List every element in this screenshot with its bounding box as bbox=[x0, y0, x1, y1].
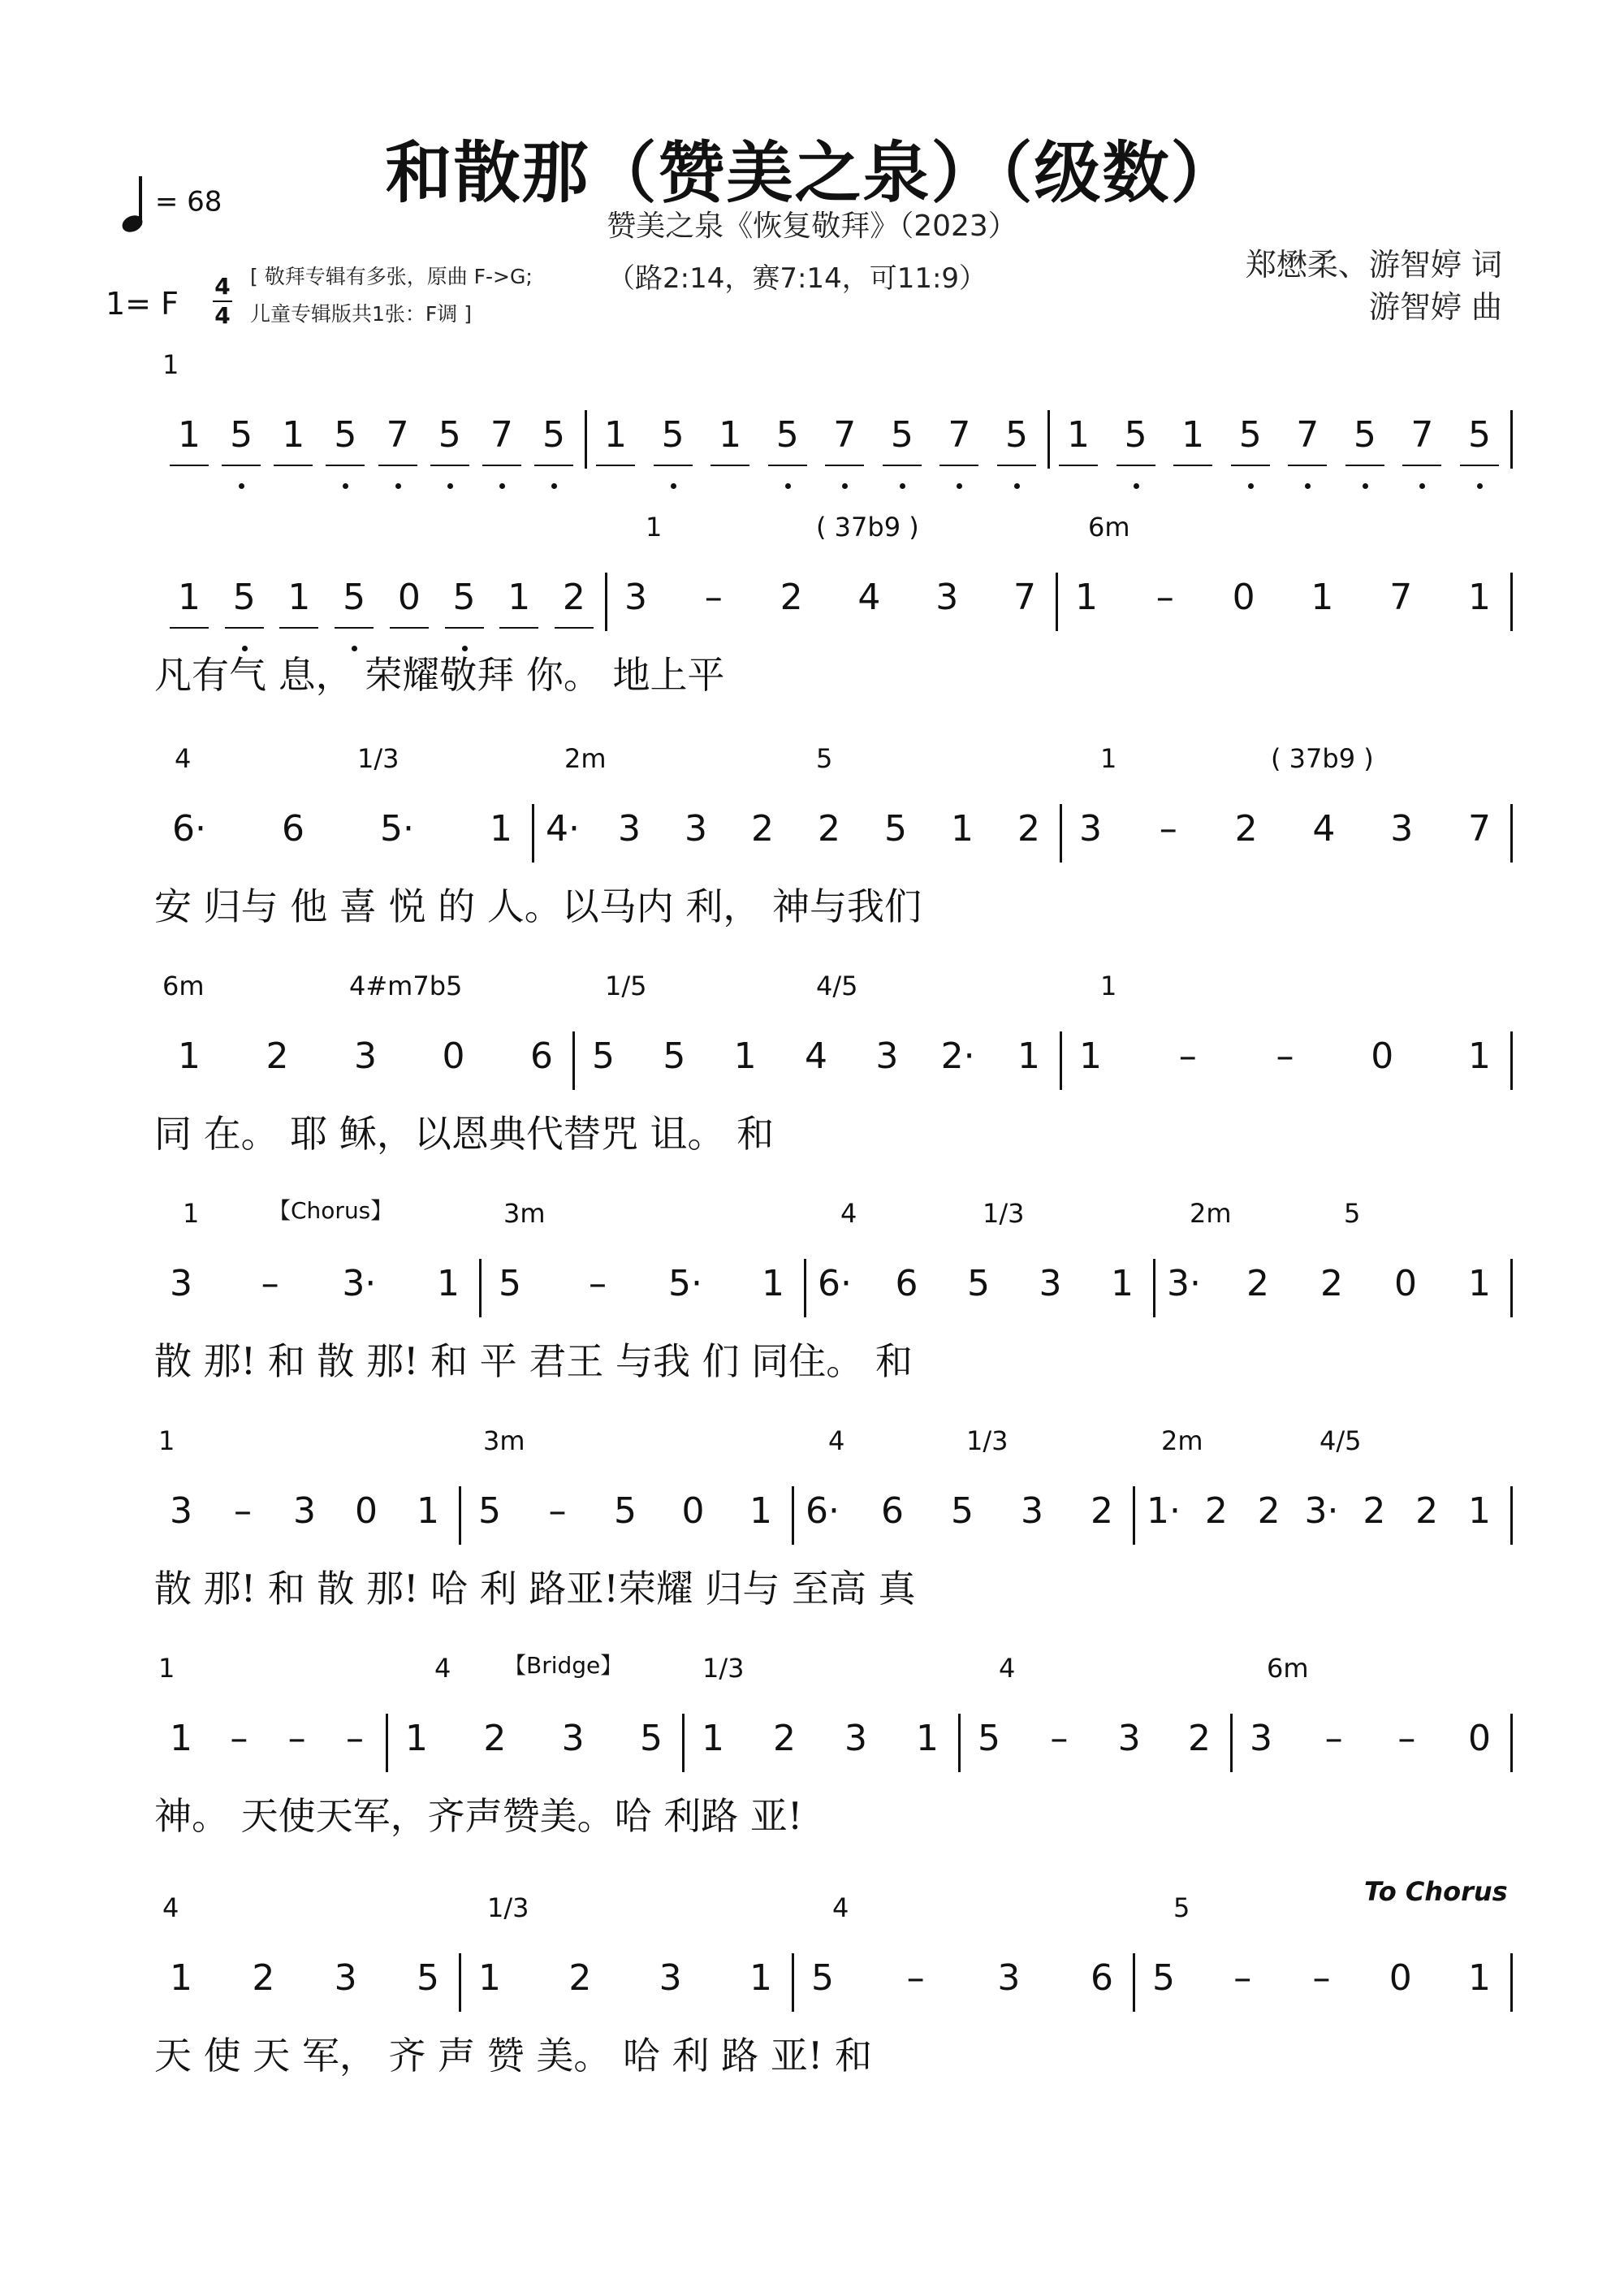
note-number: 5 bbox=[767, 414, 809, 479]
barline bbox=[1510, 1953, 1513, 2012]
lyricist-credit: 郑懋柔、游智婷 词 bbox=[1245, 247, 1502, 283]
measure bbox=[160, 1957, 449, 2022]
barline bbox=[1133, 1486, 1135, 1545]
note-number: 7 bbox=[1389, 577, 1413, 618]
note-number: 1 bbox=[478, 1957, 501, 1999]
sustain-dash: – bbox=[1178, 1036, 1197, 1077]
note-number: 1 bbox=[1468, 1036, 1491, 1077]
measure bbox=[168, 577, 595, 642]
sustain-dash: – bbox=[1312, 1957, 1331, 1999]
note-number: 1 bbox=[1468, 1263, 1491, 1304]
barline bbox=[1230, 1714, 1233, 1772]
chord-label: 4 bbox=[162, 1892, 179, 1923]
barline bbox=[459, 1953, 461, 2012]
measure bbox=[168, 808, 522, 873]
note-number: 4 bbox=[804, 1036, 827, 1077]
note-number: 7 bbox=[1401, 414, 1443, 479]
note-number: 3 bbox=[618, 808, 641, 850]
note-number: 3 bbox=[1250, 1718, 1272, 1759]
music-system bbox=[0, 1653, 1624, 1864]
note-number: 5 bbox=[652, 414, 694, 479]
measure bbox=[469, 1490, 782, 1555]
lyrics-line: 凡有气 息， 荣耀敬拜 你。 地上平 bbox=[154, 653, 725, 697]
note-number: 0 bbox=[1232, 577, 1255, 618]
note-number: 1 bbox=[1017, 1036, 1040, 1077]
note-number: 0 bbox=[681, 1490, 705, 1532]
note-number: 5 bbox=[223, 577, 266, 642]
note-number: 2 bbox=[818, 808, 840, 850]
measure bbox=[168, 1036, 563, 1100]
note-number: 2 bbox=[1091, 1490, 1113, 1532]
note-number: 6 bbox=[282, 808, 304, 850]
note-number: 5 bbox=[1152, 1957, 1175, 1999]
note-number: 5 bbox=[592, 1036, 615, 1077]
chord-label: 4#m7b5 bbox=[349, 971, 463, 1001]
note-number: 7 bbox=[1467, 808, 1491, 850]
note-number: 2 bbox=[773, 1718, 796, 1759]
barline bbox=[1153, 1259, 1155, 1317]
measure bbox=[801, 1490, 1123, 1555]
chord-label: 4 bbox=[434, 1653, 451, 1684]
note-number: 1 bbox=[417, 1490, 439, 1532]
note-number: 5 bbox=[1344, 414, 1386, 479]
note-number: 5 bbox=[884, 808, 907, 850]
note-number: 1 bbox=[1079, 1036, 1102, 1077]
lyrics-line: 散 那! 和 散 那! 哈 利 路亚!荣耀 归与 至高 真 bbox=[154, 1567, 916, 1611]
note-number: 0 bbox=[442, 1036, 465, 1077]
measure bbox=[582, 1036, 1050, 1100]
chord-label: 3m bbox=[503, 1198, 546, 1229]
note-number: 1 bbox=[749, 1957, 772, 1999]
note-number: 5 bbox=[1458, 414, 1501, 479]
note-number: 1 bbox=[1172, 414, 1214, 479]
album-note-line-2: 儿童专辑版共1张：F调 ] bbox=[250, 302, 472, 326]
note-number: 2 bbox=[1234, 808, 1258, 850]
chord-label: 6m bbox=[1088, 512, 1130, 543]
sustain-dash: – bbox=[1159, 808, 1177, 850]
sustain-dash: – bbox=[906, 1957, 925, 1999]
chord-label: 6m bbox=[162, 971, 205, 1001]
note-number: 1 bbox=[278, 577, 320, 642]
note-number: 3 bbox=[1117, 1718, 1141, 1759]
music-system bbox=[0, 1198, 1624, 1409]
note-number: 0 bbox=[1389, 1957, 1412, 1999]
scripture-reference: （路2:14，赛7:14，可11:9） bbox=[607, 262, 987, 295]
note-number: 6 bbox=[895, 1263, 918, 1304]
chord-label: ( 37b9 ) bbox=[816, 512, 919, 543]
note-number: 6 bbox=[530, 1036, 553, 1077]
note-number: 3 bbox=[1079, 808, 1102, 850]
measure bbox=[160, 1718, 376, 1783]
barline bbox=[585, 410, 587, 469]
sustain-dash: – bbox=[704, 577, 723, 618]
note-number: 7 bbox=[823, 414, 866, 479]
note-number: 3 bbox=[875, 1036, 899, 1077]
note-number: 3· bbox=[1167, 1263, 1201, 1304]
chord-label: 5 bbox=[1173, 1892, 1190, 1923]
note-number: 2 bbox=[1363, 1490, 1386, 1532]
note-number: 2 bbox=[1204, 1490, 1228, 1532]
chord-label: 1 bbox=[183, 1198, 200, 1229]
sustain-dash: – bbox=[1276, 1036, 1294, 1077]
note-number: 5 bbox=[324, 414, 366, 479]
note-number: 1 bbox=[170, 1957, 192, 1999]
note-number: 5 bbox=[951, 1490, 974, 1532]
note-number: 2 bbox=[1187, 1718, 1211, 1759]
chord-label: 1 bbox=[162, 349, 179, 380]
measure bbox=[469, 1957, 782, 2022]
note-number: 5 bbox=[996, 414, 1038, 479]
note-number: 3 bbox=[561, 1718, 585, 1759]
note-number: 5 bbox=[663, 1036, 686, 1077]
note-number: 1 bbox=[1111, 1263, 1134, 1304]
note-number: 1 bbox=[709, 414, 751, 479]
sustain-dash: – bbox=[589, 1263, 607, 1304]
measure bbox=[395, 1718, 672, 1783]
measure bbox=[542, 808, 1050, 873]
measure bbox=[1065, 577, 1501, 642]
note-number: 1 bbox=[168, 577, 210, 642]
credits bbox=[1246, 244, 1502, 328]
note-number: 1 bbox=[951, 808, 974, 850]
note-number: 1 bbox=[749, 1490, 772, 1532]
note-number: 3· bbox=[342, 1263, 377, 1304]
barline bbox=[386, 1714, 388, 1772]
note-number: 6· bbox=[818, 1263, 852, 1304]
sustain-dash: – bbox=[287, 1718, 306, 1759]
time-signature-bottom: 4 bbox=[214, 302, 231, 329]
music-system bbox=[0, 971, 1624, 1182]
composer-credit: 游智婷 曲 bbox=[1368, 289, 1502, 325]
note-number: 5 bbox=[811, 1957, 834, 1999]
music-system bbox=[0, 1425, 1624, 1637]
chord-label: 4 bbox=[840, 1198, 857, 1229]
measure bbox=[1057, 414, 1501, 479]
chord-label: 5 bbox=[816, 743, 833, 774]
note-number: 1 bbox=[405, 1718, 428, 1759]
note-number: 3 bbox=[624, 577, 647, 618]
measure bbox=[160, 1263, 469, 1328]
note-number: 4 bbox=[1312, 808, 1336, 850]
chord-label: 1 bbox=[158, 1653, 175, 1684]
barline bbox=[1060, 804, 1062, 863]
barline bbox=[532, 804, 534, 863]
note-number: 5· bbox=[668, 1263, 702, 1304]
measure bbox=[1069, 1036, 1501, 1100]
barline bbox=[682, 1714, 685, 1772]
note-number: 1 bbox=[272, 414, 314, 479]
lyrics-line: 安 归与 他 喜 悦 的 人。以马内 利， 神与我们 bbox=[154, 884, 922, 928]
chord-label: 4 bbox=[832, 1892, 849, 1923]
chord-label: 4 bbox=[175, 743, 192, 774]
note-number: 5 bbox=[967, 1263, 990, 1304]
note-number: 1 bbox=[498, 577, 540, 642]
note-number: 2 bbox=[266, 1036, 289, 1077]
note-number: 3 bbox=[997, 1957, 1021, 1999]
note-number: 1 bbox=[1468, 1957, 1491, 1999]
note-number: 1 bbox=[762, 1263, 784, 1304]
sustain-dash: – bbox=[1155, 577, 1174, 618]
note-number: 6· bbox=[172, 808, 206, 850]
note-number: 2 bbox=[1246, 1263, 1269, 1304]
sustain-dash: – bbox=[234, 1490, 252, 1532]
music-system bbox=[0, 1876, 1624, 2104]
note-number: 3 bbox=[170, 1490, 192, 1532]
chord-label: 5 bbox=[1344, 1198, 1361, 1229]
measure bbox=[1240, 1718, 1501, 1783]
note-number: 2 bbox=[1415, 1490, 1439, 1532]
measure bbox=[489, 1263, 794, 1328]
note-number: 1 bbox=[1057, 414, 1099, 479]
note-number: 1 bbox=[916, 1718, 939, 1759]
time-signature-top: 4 bbox=[214, 273, 231, 300]
chord-label: 4 bbox=[999, 1653, 1016, 1684]
note-number: 5 bbox=[881, 414, 923, 479]
note-number: 7 bbox=[1013, 577, 1036, 618]
note-number: 3 bbox=[170, 1263, 192, 1304]
note-number: 2 bbox=[553, 577, 595, 642]
note-number: 2 bbox=[1017, 808, 1040, 850]
note-number: 7 bbox=[481, 414, 523, 479]
measure bbox=[160, 1490, 449, 1555]
note-number: 2 bbox=[780, 577, 803, 618]
note-number: 5 bbox=[1115, 414, 1157, 479]
barline bbox=[605, 573, 607, 631]
chord-label: 2m bbox=[1161, 1425, 1203, 1456]
note-number: 1 bbox=[702, 1718, 724, 1759]
section-label: 【Chorus】 bbox=[268, 1197, 394, 1224]
note-number: 5 bbox=[639, 1718, 663, 1759]
note-number: 4· bbox=[546, 808, 580, 850]
measure bbox=[801, 1957, 1123, 2022]
tempo-marking bbox=[122, 175, 222, 231]
note-number: 3 bbox=[1039, 1263, 1062, 1304]
note-number: 0 bbox=[388, 577, 430, 642]
note-number: 1 bbox=[170, 1718, 192, 1759]
chord-label: 1/3 bbox=[357, 743, 400, 774]
album-note bbox=[250, 258, 533, 333]
note-number: 5· bbox=[380, 808, 414, 850]
note-number: 5 bbox=[333, 577, 375, 642]
note-number: 1 bbox=[1075, 577, 1098, 618]
chord-label: 4/5 bbox=[816, 971, 858, 1001]
tempo-value: = 68 bbox=[154, 185, 222, 218]
note-number: 0 bbox=[1394, 1263, 1417, 1304]
chord-label: ( 37b9 ) bbox=[1271, 743, 1374, 774]
measure bbox=[968, 1718, 1220, 1783]
note-number: 6 bbox=[881, 1490, 904, 1532]
chord-label: 1/3 bbox=[487, 1892, 529, 1923]
measure bbox=[1142, 1490, 1501, 1555]
chord-label: 1 bbox=[158, 1425, 175, 1456]
note-number: 1· bbox=[1147, 1490, 1181, 1532]
sustain-dash: – bbox=[230, 1718, 248, 1759]
note-number: 4 bbox=[857, 577, 881, 618]
time-signature bbox=[213, 275, 232, 328]
barline bbox=[572, 1031, 575, 1090]
barline bbox=[804, 1259, 806, 1317]
measure bbox=[168, 414, 575, 479]
note-number: 1 bbox=[490, 808, 512, 850]
barline bbox=[1510, 410, 1513, 469]
sustain-dash: – bbox=[345, 1718, 364, 1759]
note-number: 0 bbox=[355, 1490, 378, 1532]
note-number: 1 bbox=[178, 1036, 201, 1077]
chord-label: 3m bbox=[483, 1425, 525, 1456]
music-system bbox=[0, 743, 1624, 954]
barline bbox=[1510, 1714, 1513, 1772]
note-number: 1 bbox=[1467, 1490, 1491, 1532]
note-number: 2 bbox=[483, 1718, 507, 1759]
note-number: 0 bbox=[1467, 1718, 1491, 1759]
barline bbox=[958, 1714, 961, 1772]
note-number: 2 bbox=[1320, 1263, 1343, 1304]
note-number: 7 bbox=[377, 414, 419, 479]
barline bbox=[1510, 1031, 1513, 1090]
note-number: 5 bbox=[416, 1957, 439, 1999]
note-number: 5 bbox=[429, 414, 471, 479]
sustain-dash: – bbox=[548, 1490, 567, 1532]
note-number: 3 bbox=[334, 1957, 357, 1999]
measure bbox=[692, 1718, 948, 1783]
barline bbox=[479, 1259, 482, 1317]
barline bbox=[459, 1486, 461, 1545]
note-number: 1 bbox=[1467, 577, 1491, 618]
barline bbox=[1060, 1031, 1062, 1090]
note-number: 1 bbox=[733, 1036, 757, 1077]
sustain-dash: – bbox=[1324, 1718, 1343, 1759]
song-title: 和散那（赞美之泉）（级数） bbox=[385, 135, 1239, 212]
sustain-dash: – bbox=[1050, 1718, 1069, 1759]
note-number: 3 bbox=[685, 808, 707, 850]
lyrics-line: 同 在。 耶 稣，以恩典代替咒 诅。 和 bbox=[154, 1112, 775, 1156]
barline bbox=[1056, 573, 1058, 631]
note-number: 5 bbox=[478, 1490, 501, 1532]
barline bbox=[1510, 1486, 1513, 1545]
chord-label: 1 bbox=[1100, 743, 1117, 774]
chord-label: 1/3 bbox=[966, 1425, 1009, 1456]
note-number: 7 bbox=[938, 414, 980, 479]
measure bbox=[814, 1263, 1143, 1328]
measure bbox=[1069, 808, 1501, 873]
note-number: 5 bbox=[220, 414, 262, 479]
key-signature: 1= F bbox=[106, 286, 179, 322]
measure bbox=[1163, 1263, 1501, 1328]
music-system bbox=[0, 512, 1624, 723]
note-number: 1 bbox=[1311, 577, 1334, 618]
chord-label: 4/5 bbox=[1320, 1425, 1362, 1456]
measure bbox=[594, 414, 1038, 479]
note-number: 0 bbox=[1371, 1036, 1394, 1077]
song-subtitle: 赞美之泉《恢复敬拜》（2023） bbox=[607, 210, 1017, 243]
note-number: 1 bbox=[168, 414, 210, 479]
note-number: 3 bbox=[1021, 1490, 1043, 1532]
note-number: 3 bbox=[1390, 808, 1414, 850]
quarter-note-icon bbox=[122, 175, 146, 231]
note-number: 5 bbox=[614, 1490, 637, 1532]
chord-label: 1/5 bbox=[605, 971, 647, 1001]
section-label: 【Bridge】 bbox=[503, 1652, 624, 1679]
note-number: 2· bbox=[940, 1036, 975, 1077]
note-number: 2 bbox=[252, 1957, 275, 1999]
note-number: 3 bbox=[935, 577, 959, 618]
note-number: 2 bbox=[751, 808, 774, 850]
note-number: 5 bbox=[499, 1263, 521, 1304]
note-number: 2 bbox=[1257, 1490, 1281, 1532]
note-number: 3 bbox=[354, 1036, 377, 1077]
barline bbox=[1133, 1953, 1135, 2012]
chord-label: 2m bbox=[564, 743, 607, 774]
note-number: 3· bbox=[1304, 1490, 1339, 1532]
note-number: 5 bbox=[533, 414, 575, 479]
sustain-dash: – bbox=[261, 1263, 279, 1304]
note-number: 5 bbox=[978, 1718, 1000, 1759]
note-number: 7 bbox=[1286, 414, 1328, 479]
note-number: 2 bbox=[568, 1957, 592, 1999]
chord-label: 1 bbox=[1100, 971, 1117, 1001]
album-note-line-1: [ 敬拜专辑有多张，原曲 F->G; bbox=[250, 265, 533, 288]
sustain-dash: – bbox=[1233, 1957, 1252, 1999]
note-number: 5 bbox=[443, 577, 486, 642]
measure bbox=[1142, 1957, 1501, 2022]
sustain-dash: – bbox=[1397, 1718, 1416, 1759]
chord-label: 1/3 bbox=[702, 1653, 745, 1684]
chord-label: 2m bbox=[1190, 1198, 1232, 1229]
note-number: 1 bbox=[436, 1263, 460, 1304]
lyrics-line: 天 使 天 军， 齐 声 赞 美。 哈 利 路 亚! 和 bbox=[154, 2034, 872, 2078]
barline bbox=[1510, 804, 1513, 863]
lyrics-line: 散 那! 和 散 那! 和 平 君王 与我 们 同住。 和 bbox=[154, 1339, 913, 1383]
note-number: 6· bbox=[806, 1490, 840, 1532]
chord-label: 1/3 bbox=[983, 1198, 1025, 1229]
barline bbox=[1510, 1259, 1513, 1317]
note-number: 6 bbox=[1090, 1957, 1113, 1999]
to-chorus-marking: To Chorus bbox=[1364, 1876, 1508, 1907]
note-number: 3 bbox=[659, 1957, 682, 1999]
barline bbox=[1510, 573, 1513, 631]
chord-label: 6m bbox=[1267, 1653, 1309, 1684]
chord-label: 4 bbox=[828, 1425, 845, 1456]
measure bbox=[615, 577, 1046, 642]
note-number: 3 bbox=[293, 1490, 316, 1532]
note-number: 1 bbox=[594, 414, 637, 479]
note-number: 3 bbox=[844, 1718, 867, 1759]
note-number: 5 bbox=[1229, 414, 1272, 479]
chord-label: 1 bbox=[646, 512, 663, 543]
barline bbox=[1047, 410, 1050, 469]
barline bbox=[792, 1486, 794, 1545]
lyrics-line: 神。 天使天军，齐声赞美。哈 利路 亚! bbox=[154, 1794, 803, 1838]
barline bbox=[792, 1953, 794, 2012]
